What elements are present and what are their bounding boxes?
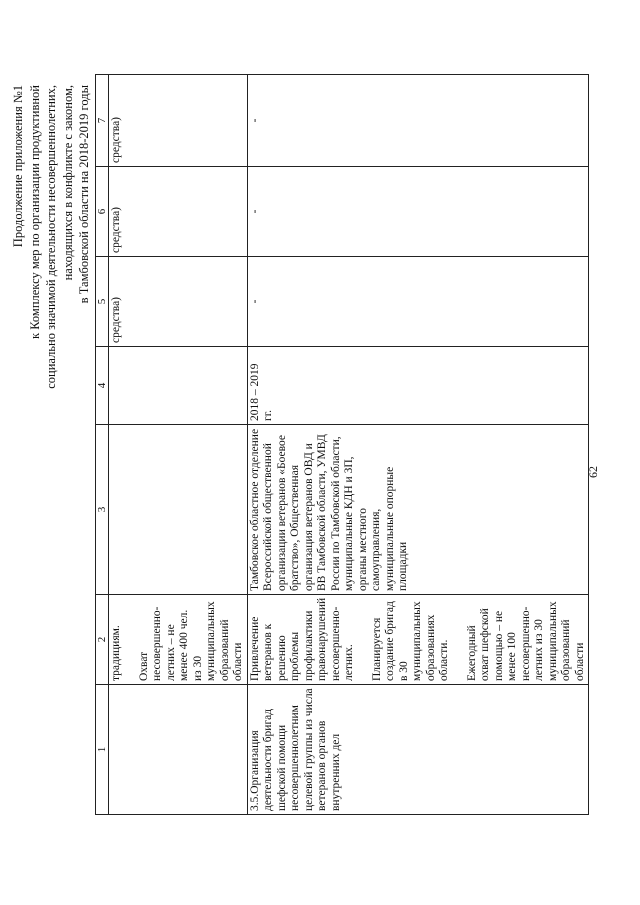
measures-table: [95, 74, 589, 815]
heading-line: социально значимой деятельности несовершеннолетних,: [44, 85, 58, 389]
cell-text: средства): [110, 297, 122, 343]
column-number: 2: [96, 595, 109, 685]
table-cell: [109, 75, 248, 167]
cell-text: Охват несовершенно-летних – не менее 400 чел. из 30 муниципальных образований области: [137, 601, 244, 681]
table-cell: [109, 595, 248, 685]
heading-line: Продолжение приложения №1: [11, 85, 25, 248]
cell-text: Планируется создание бригад в 30 муниципальных образованиях области.: [370, 601, 450, 681]
cell-text: -: [248, 299, 261, 304]
cell-text: средства): [110, 207, 122, 253]
appendix-heading: [10, 85, 93, 605]
cell-text: -: [248, 118, 261, 123]
table-row-continuation: [109, 75, 248, 815]
cell-text: Ежегодный охват шефской помощью – не менее 100 несовершенно-летних из 30 муниципальных образований области: [465, 601, 586, 681]
table-cell: [247, 167, 589, 257]
column-number: 1: [96, 685, 109, 815]
cell-text: Тамбовское областное отделение Всероссийской общественной организации ветеранов «Боевое братство», Общественная организация ветеранов ОВД и ВВ Тамбовской области, УМВД России по Тамбовской области, муниципальные КДН и ЗП, органы местного самоуправления, муниципальные опорные площадки: [248, 428, 409, 591]
table-cell: [247, 685, 589, 815]
column-number: 3: [96, 425, 109, 595]
cell-text: 2018 – 2019 гг.: [248, 363, 274, 421]
cell-text: Привлечение ветеранов к решению проблемы профилактики правонарушений несовершенно-летних.: [248, 597, 355, 681]
table-cell: [109, 347, 248, 425]
table-cell: [247, 257, 589, 347]
heading-line: к Комплексу мер по организации продуктивной: [27, 85, 42, 339]
table-cell: [247, 595, 589, 685]
column-number: 7: [96, 75, 109, 167]
column-number: 4: [96, 347, 109, 425]
table-cell: [109, 685, 248, 815]
table-cell: [109, 257, 248, 347]
cell-text: традициям.: [110, 625, 122, 681]
heading-line: в Тамбовской области на 2018-2019 годы: [77, 85, 91, 304]
heading-line: находящихся в конфликте с законом,: [60, 85, 75, 281]
table-cell: [109, 167, 248, 257]
table-cell: [247, 425, 589, 595]
column-number: 6: [96, 167, 109, 257]
page-number: 62: [586, 466, 600, 478]
table-cell: [109, 425, 248, 595]
table-cell: [247, 347, 589, 425]
cell-text: -: [248, 209, 261, 214]
table-cell: [247, 75, 589, 167]
column-number: 5: [96, 257, 109, 347]
measure-title: 3.5.Организация деятельности бригад шефской помощи несовершеннолетним целевой группы из числа ветеранов органов внутренних дел: [248, 688, 342, 811]
table-row-3-5: [247, 75, 589, 815]
cell-text: средства): [110, 117, 122, 163]
column-number-row: [96, 75, 109, 815]
